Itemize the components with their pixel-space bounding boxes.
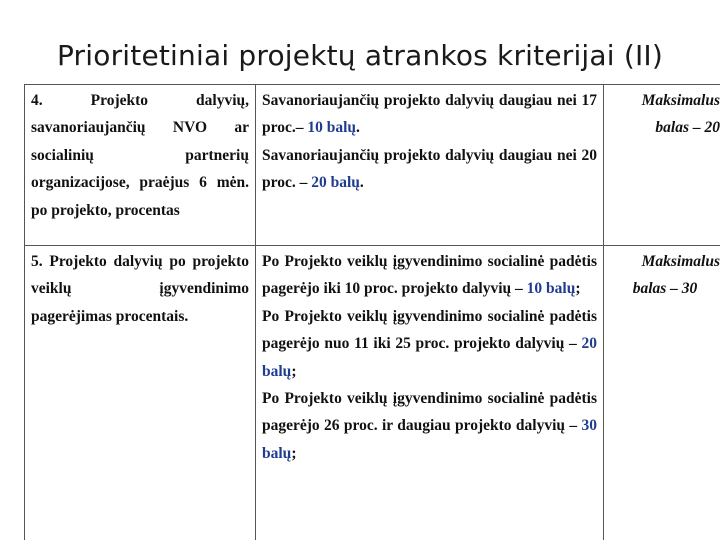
criteria-table [24,84,720,540]
condition-text: Po Projekto veiklų įgyvendinimo socialinė padėtis pagerėjo iki 10 proc. projekto dalyvių – 10 balų; [262,253,597,298]
condition-text: Po Projekto veiklų įgyvendinimo socialinė padėtis pagerėjo 26 proc. ir daugiau projekto dalyvių – 30 balų; [262,390,597,462]
criterion-cell: 5. Projekto dalyvių po projekto veiklų įgyvendinimo pagerėjimas procentais. [25,246,256,540]
slide-title: Prioritetiniai projektų atrankos kriterijai (II) [56,39,664,72]
max-score-cell [604,85,720,246]
score-value: 10 balų [526,280,576,298]
score-value: 20 balų [311,174,360,192]
criterion-cell: 4. Projekto dalyvių, savanoriaujančių NVO ar socialinių partnerių organizacijose, praėjus 6 mėn. po projekto, procentas [25,85,256,246]
condition-text: Savanoriaujančių projekto dalyvių daugiau nei 20 proc. – 20 balų. [262,146,597,192]
condition-text: Po Projekto veiklų įgyvendinimo socialinė padėtis pagerėjo nuo 11 iki 25 proc. projekto dalyvių – 20 balų; [262,307,597,380]
max-score-cell [604,246,720,540]
max-score-label: Maksimalus [641,92,720,109]
table-row [25,246,720,540]
score-value: 20 balų [262,335,597,380]
score-value: 30 balų [262,417,597,462]
table-row [25,85,720,246]
condition-text: Savanoriaujančių projekto dalyvių daugiau nei 17 proc.– 10 balų. [262,92,597,137]
conditions-cell [256,246,604,540]
conditions-cell [256,85,604,246]
max-score-value: balas – 20 [655,119,720,137]
max-score-label: Maksimalus [641,253,720,270]
max-score-value: balas – 30 [632,280,698,298]
score-value: 10 balų [307,119,357,137]
